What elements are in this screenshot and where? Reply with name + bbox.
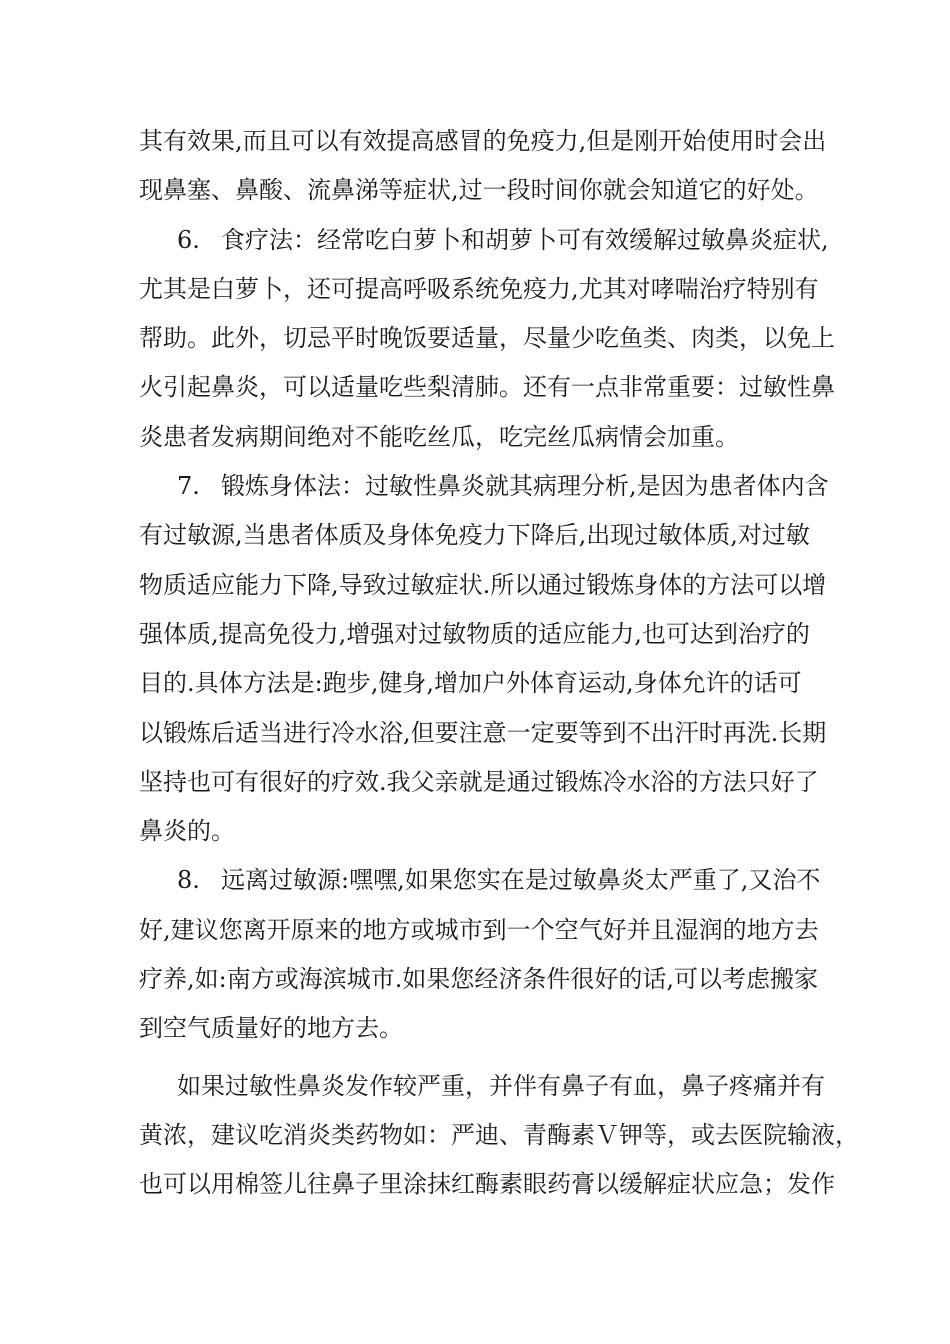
text-line: 食疗法：经常吃白萝卜和胡萝卜可有效缓解过敏鼻炎症状, bbox=[221, 225, 829, 254]
text-line: 坚持也可有很好的疗效.我父亲就是通过锻炼冷水浴的方法只好了 bbox=[139, 767, 819, 796]
text-line: 强体质,提高免役力,增强对过敏物质的适应能力,也可达到治疗的 bbox=[139, 619, 810, 648]
paragraph-final bbox=[139, 1062, 859, 1210]
text-line: 目的.具体方法是:跑步,健身,增加户外体育运动,身体允许的话可 bbox=[139, 669, 802, 698]
text-line: 尤其是白萝卜，还可提高呼吸系统免疫力,尤其对哮喘治疗特别有 bbox=[139, 274, 819, 303]
item-number: 8. bbox=[177, 866, 200, 895]
paragraph-continued bbox=[139, 117, 839, 216]
item-number: 6. bbox=[177, 225, 200, 254]
text-line: 疗养,如:南方或海滨城市.如果您经济条件很好的话,可以考虑搬家 bbox=[139, 965, 818, 994]
text-line: 好,建议您离开原来的地方或城市到一个空气好并且湿润的地方去 bbox=[139, 915, 819, 944]
text-line: 如果过敏性鼻炎发作较严重，并伴有鼻子有血，鼻子疼痛并有 bbox=[177, 1071, 825, 1100]
text-line: 也可以用棉签儿往鼻子里涂抹红酶素眼药膏以缓解症状应急；发作 bbox=[139, 1170, 835, 1199]
text-line: 到空气质量好的地方去。 bbox=[139, 1014, 403, 1043]
text-line: 有过敏源,当患者体质及身体免疫力下降后,出现过敏体质,对过敏 bbox=[139, 521, 810, 550]
text-line: 物质适应能力下降,导致过敏症状.所以通过锻炼身体的方法可以增 bbox=[139, 570, 827, 599]
text-line: 现鼻塞、鼻酸、流鼻涕等症状,过一段时间你就会知道它的好处。 bbox=[139, 176, 819, 205]
document-body bbox=[139, 117, 859, 1210]
text-line: 鼻炎的。 bbox=[139, 817, 235, 846]
text-line: 火引起鼻炎，可以适量吃些梨清肺。还有一点非常重要：过敏性鼻 bbox=[139, 373, 835, 402]
list-item-7 bbox=[139, 462, 839, 856]
text-line: 其有效果,而且可以有效提高感冒的免疫力,但是刚开始使用时会出 bbox=[139, 127, 827, 155]
text-line: 帮助。此外，切忌平时晚饭要适量，尽量少吃鱼类、肉类，以免上 bbox=[139, 324, 835, 353]
item-number: 7. bbox=[177, 472, 200, 501]
list-item-6 bbox=[139, 216, 839, 462]
text-line: 黄浓，建议吃消炎类药物如：严迪、青酶素Ｖ钾等，或去医院输液， bbox=[139, 1120, 859, 1149]
text-line: 以锻炼后适当进行冷水浴,但要注意一定要等到不出汗时再洗.长期 bbox=[139, 718, 827, 747]
text-line: 锻炼身体法：过敏性鼻炎就其病理分析,是因为患者体内含 bbox=[221, 472, 829, 501]
text-line: 远离过敏源:嘿嘿,如果您实在是过敏鼻炎太严重了,又治不 bbox=[221, 866, 821, 895]
list-item-8 bbox=[139, 856, 839, 1053]
text-line: 炎患者发病期间绝对不能吃丝瓜，吃完丝瓜病情会加重。 bbox=[139, 422, 739, 451]
